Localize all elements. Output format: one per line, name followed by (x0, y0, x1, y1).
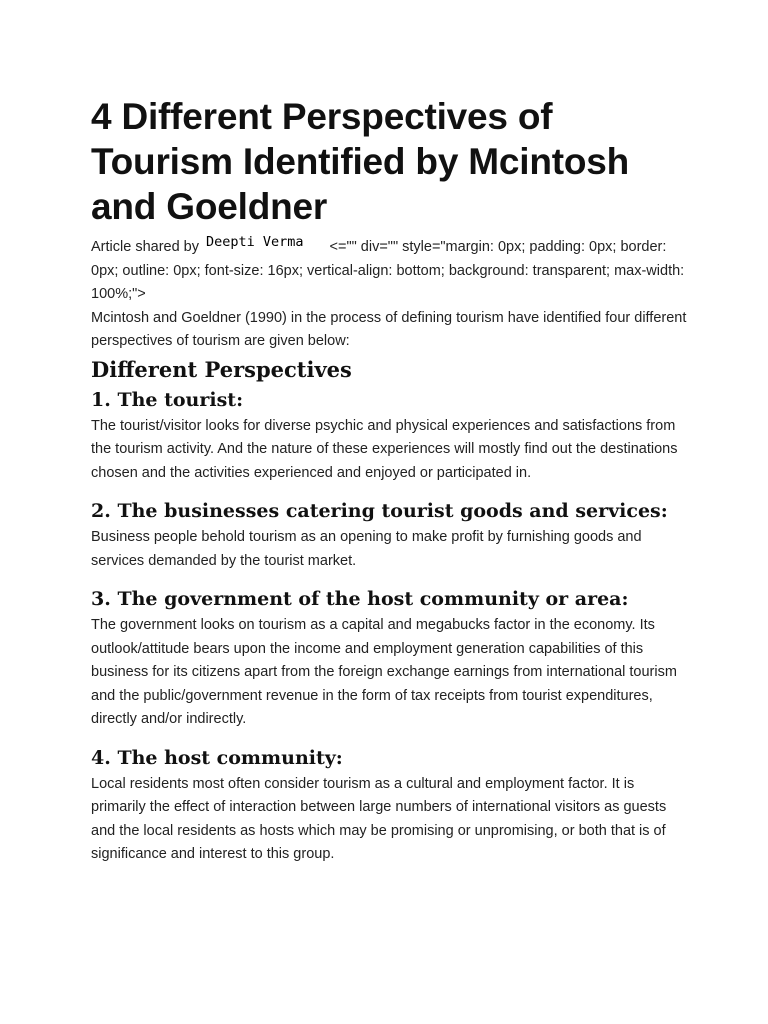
byline (91, 236, 691, 307)
perspective-body: Business people behold tourism as an opening to make profit by furnishing goods and services demanded by the tourist market. (91, 529, 642, 569)
perspective-heading: 2. The businesses catering tourist goods and services: (91, 500, 668, 522)
perspective-businesses (91, 498, 691, 573)
perspective-body: Local residents most often consider tourism as a cultural and employment factor. It is primarily the effect of interaction between large numbers of international visitors as guests and the local residents as hosts which may be promising or unpromising, or both that is of significance and interest to this group. (91, 775, 667, 862)
perspective-body: The tourist/visitor looks for diverse psychic and physical experiences and satisfactions from the tourism activity. And the nature of these experiences will mostly find out the destinations chosen and the activities experienced and enjoyed or participated in. (91, 417, 678, 481)
author-name[interactable]: Deepti Verma (206, 234, 304, 250)
perspective-body: The government looks on tourism as a capital and megabucks factor in the economy. Its outlook/attitude bears upon the income and employment generation capabilities of this business for its citizens apart from the foreign exchange earnings from international tourism and the public/government revenue in the form of tax receipts from tourist expenditures, directly and/or indirectly. (91, 617, 677, 727)
perspective-heading: 1. The tourist: (91, 388, 244, 411)
perspective-heading: 3. The government of the host community or area: (91, 588, 629, 610)
article-title: 4 Different Perspectives of Tourism Identified by Mcintosh and Goeldner (91, 96, 630, 227)
article (91, 94, 691, 867)
section-heading: Different Perspectives (91, 356, 352, 382)
perspective-host-community (91, 745, 691, 867)
perspective-tourist (91, 387, 691, 486)
intro-paragraph: Mcintosh and Goeldner (1990) in the process of defining tourism have identified four different perspectives of tourism are given below: (91, 309, 687, 349)
byline-prefix: Article shared by (91, 239, 199, 255)
perspective-government (91, 586, 691, 732)
perspective-heading: 4. The host community: (91, 746, 343, 769)
byline-markup-text: <="" div="" style="margin: 0px; padding: 0px; border: 0px; outline: 0px; font-size: 16px; vertical-align: bottom; background: transparent; max-width: 100%;"> (91, 239, 685, 302)
